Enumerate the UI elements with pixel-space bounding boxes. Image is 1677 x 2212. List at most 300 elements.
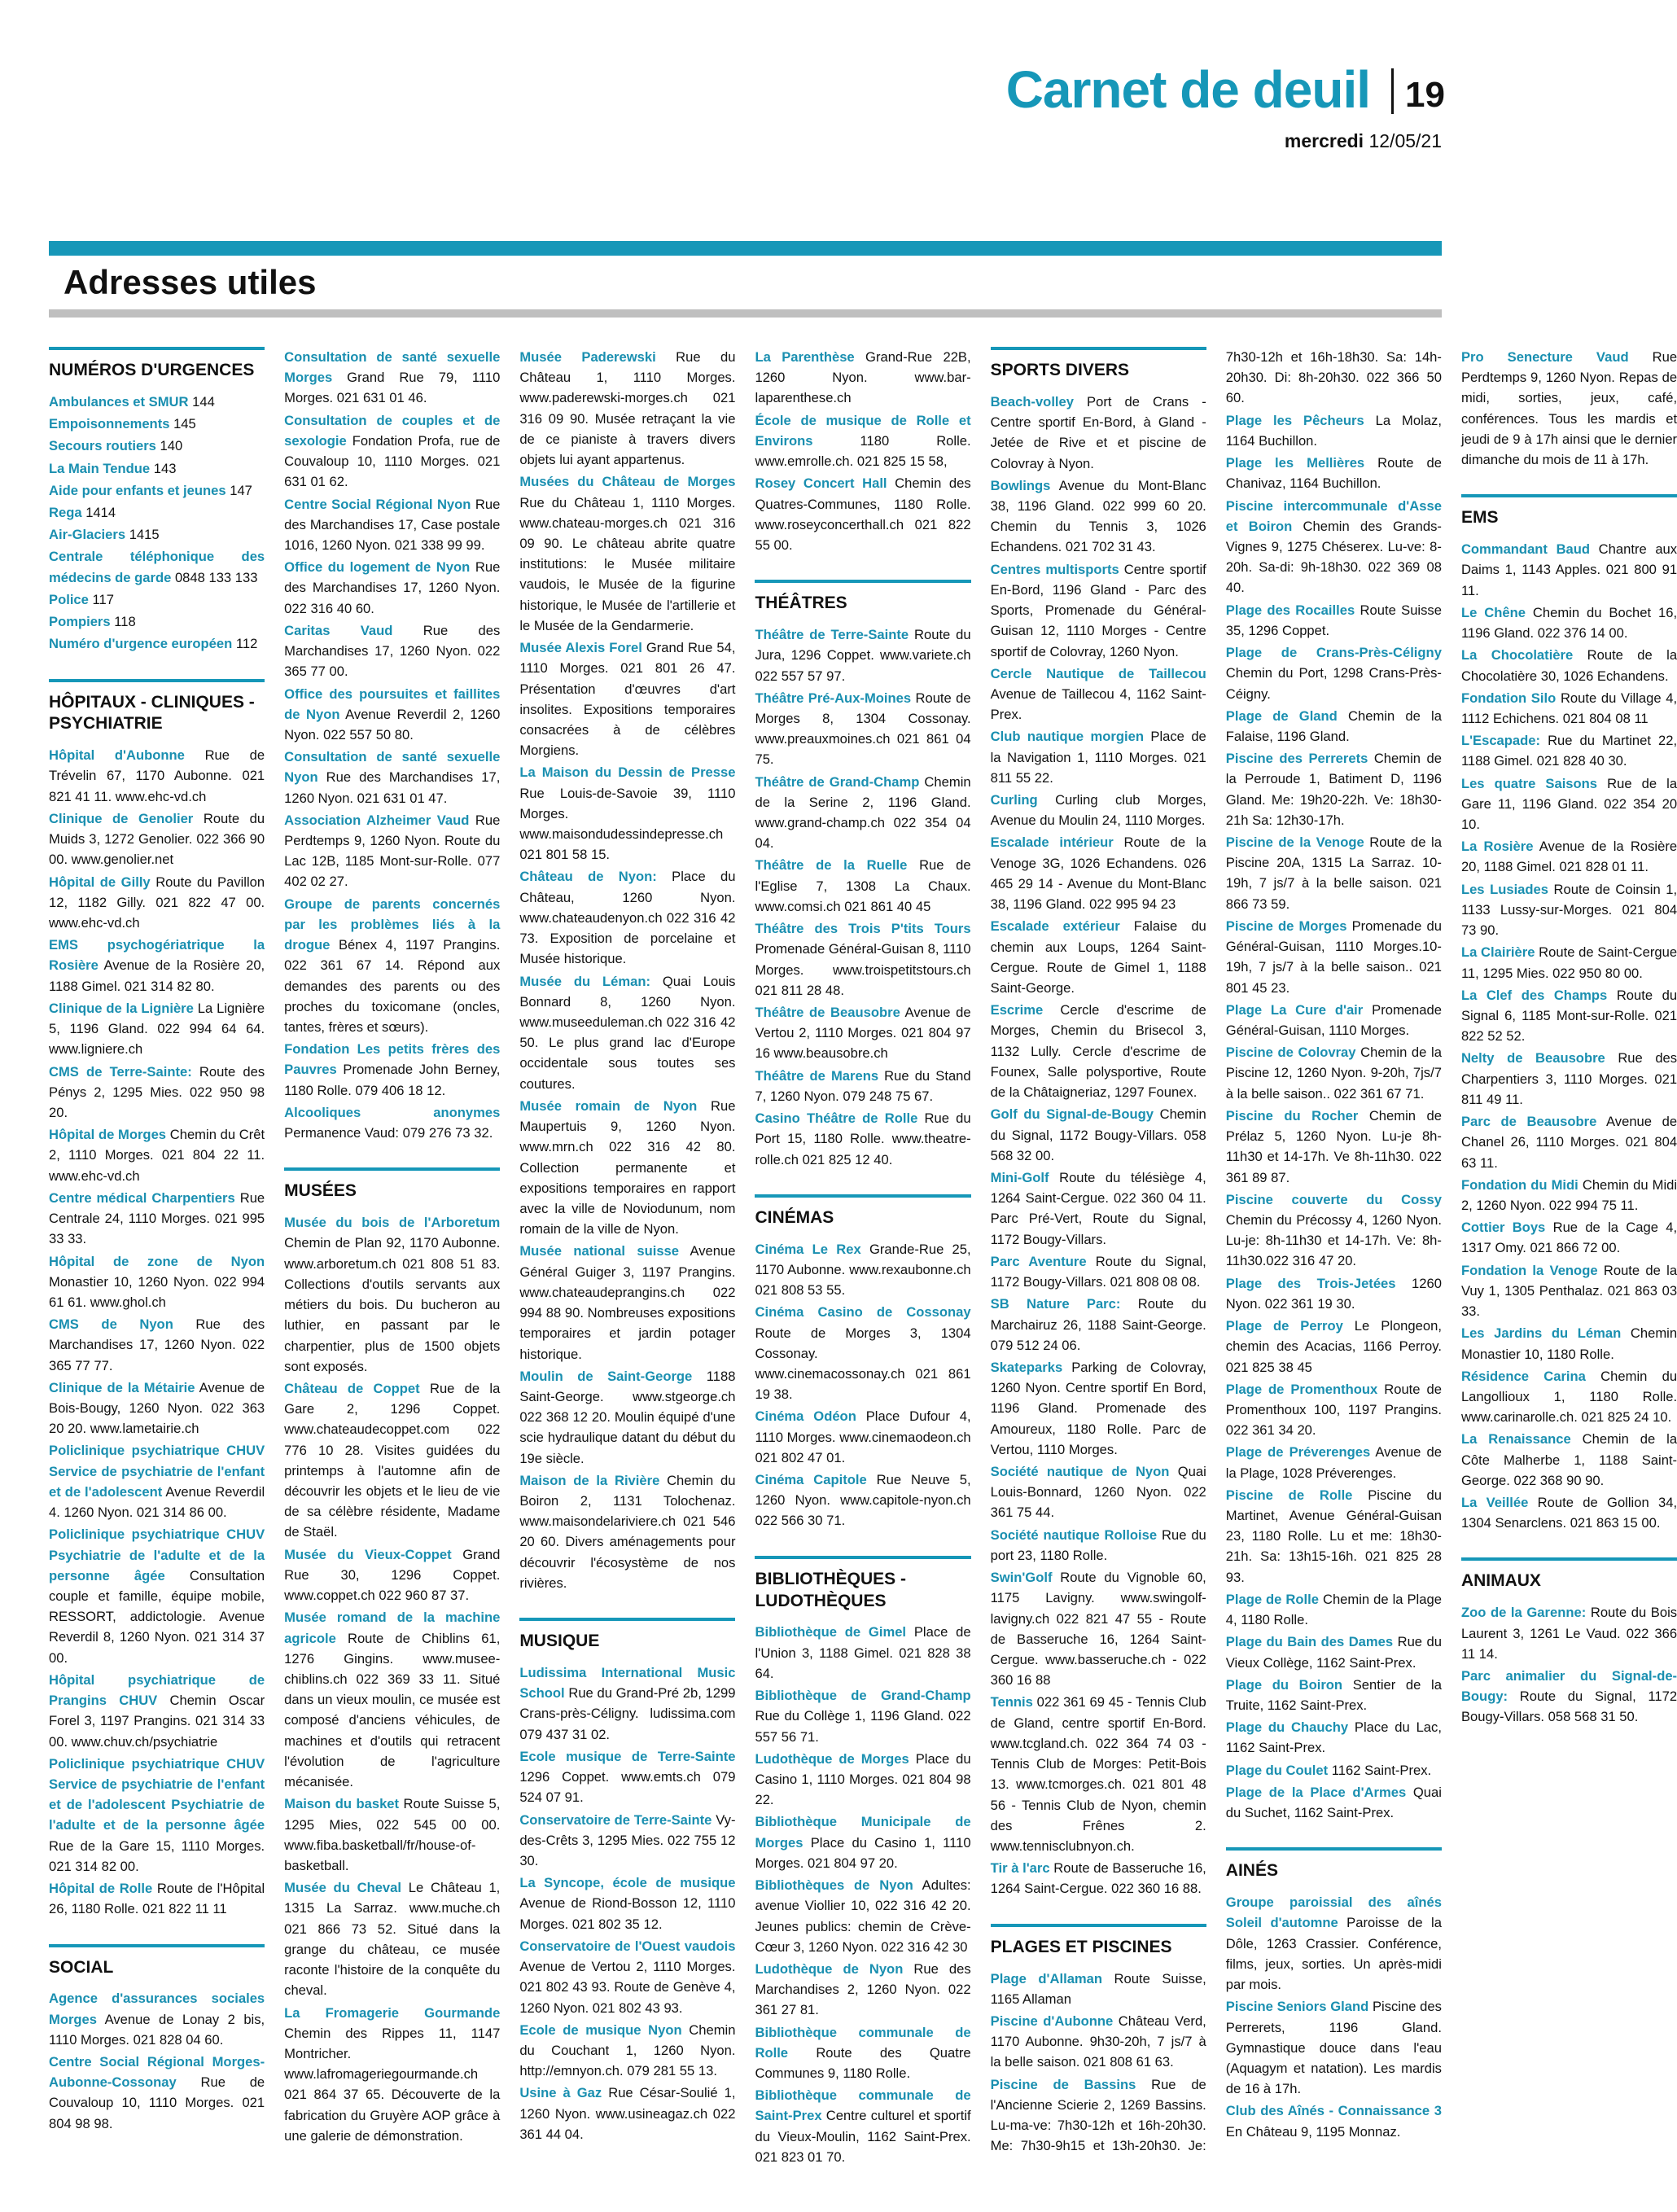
entry-details: Chemin du Crêt 2, 1110 Morges. 021 804 22 11. www.ehc-vd.ch [49,1127,265,1184]
entry-name: Clinique de la Lignière [49,1000,194,1016]
header-divider [1391,68,1394,114]
entry-name: Escalade extérieur [990,918,1120,935]
category-heading: SPORTS DIVERS [991,347,1206,382]
entry-details: La Molaz, 1164 Buchillon. [1225,412,1442,449]
entry-details: Piscine des Perrerets, 1196 Gland. Gymnastique douce dans l'eau (Aquagym et natation). Les mardis de 16 à 17h. [1225,1999,1442,2097]
directory-entry [755,2022,970,2084]
entry-name: Policlinique psychiatrique CHUV Psychiatrie de l'adulte et de la personne âgée [49,1526,265,1583]
entry-name: CMS de Terre-Sainte: [49,1063,192,1080]
entry-name: Maison du basket [284,1796,400,1812]
entry-details: Chantre aux Daims 1, 1143 Apples. 021 800 91 11. [1460,541,1677,598]
entry-details: Rue de Trévelin 67, 1170 Aubonne. 021 821 41 11. www.ehc-vd.ch [49,747,265,804]
entry-details: Rue de la Gare 11, 1196 Gland. 022 354 20 10. [1460,775,1677,833]
directory-entry [49,611,265,632]
entry-details: Avenue de Vertou 2, 1110 Morges. 021 802 43 93. Route de Genève 4, 1260 Nyon. 021 802 43 93. [519,1959,736,2016]
entry-name: Piscine Seniors Gland [1225,1999,1369,2015]
directory-entry [284,410,500,493]
entry-name: Parc animalier du Signal-de-Bougy: [1460,1668,1677,1705]
entry-details: Route de Chanivaz, 1164 Buchillon. [1225,455,1442,492]
directory-entry [755,1811,970,1873]
entry-details: Route des Quatre Communes 9, 1180 Rolle. [755,2044,971,2082]
entry-details: Route de Basseruche 16, 1264 Saint-Cergue. 022 360 16 88. [990,1860,1206,1897]
entry-details: Chemin de la Côte Malherbe 1, 1188 Saint-George. 022 368 90 90. [1460,1431,1677,1488]
banner-bottom-bar [49,309,1442,318]
entry-details: Grand Rue 79, 1110 Morges. 021 631 01 46. [284,370,501,406]
entry-details: Cercle d'escrime de Morges, Chemin du Brisecol 3, 1132 Lully. Cercle d'escrime de Founex, Salle polysportive, Route de la Châtaigneriaz, 1297 Founex. [990,1002,1206,1101]
directory-entry [1226,1189,1442,1272]
entry-details: Bénex 4, 1197 Prangins. 022 361 67 14. Répond aux demandes des parents ou des proches du toxicomane (oncles, tantes, frères et sœurs). [284,937,501,1035]
entry-details: 140 [155,438,183,454]
entry-name: Bibliothèque de Grand-Champ [755,1688,971,1704]
entry-details: Promenade Général-Guisan 8, 1110 Morges. www.troispetitstours.ch 021 811 28 48. [755,941,971,998]
entry-name: Skateparks [990,1359,1063,1375]
entry-details: 1180 Rolle. www.emrolle.ch. 021 825 15 58, [755,432,971,470]
entry-details: Quai Louis-Bonnard, 1260 Nyon. 022 361 75 44. [990,1464,1206,1521]
directory-entry [519,1873,735,1934]
directory-entry [991,790,1206,830]
entry-details: Route du Bois Laurent 3, 1261 Le Vaud. 022 366 11 14. [1460,1605,1677,1662]
entry-details: Avenue du Mont-Blanc 38, 1196 Gland. 022 999 60 20. Chemin du Tennis 3, 1026 Echandens. 021 702 31 43. [990,477,1206,555]
entry-details: Rue Centrale 24, 1110 Morges. 021 995 33 33. [49,1189,265,1247]
directory-entry [1226,916,1442,998]
directory-entry [49,998,265,1060]
directory-entry [1461,942,1677,983]
entry-name: Les quatre Saisons [1460,775,1598,791]
directory-entry [519,1810,735,1872]
directory-entry [1226,600,1442,641]
entry-details: Avenue de Vertou 2, 1110 Morges. 021 804 97 16 www.beausobre.ch [755,1005,971,1062]
entry-details: Avenue de Chanel 26, 1110 Morges. 021 804 63 11. [1460,1114,1677,1171]
directory-entry [284,894,500,1038]
directory-entry [1461,1429,1677,1491]
entry-details: 143 [150,460,177,476]
category-heading: PLAGES ET PISCINES [991,1924,1206,1959]
entry-name: Bibliothèques de Nyon [755,1877,913,1894]
entry-name: Le Chêne [1460,604,1526,620]
directory-entry [991,1000,1206,1102]
directory-entry [1226,1316,1442,1378]
entry-name: Plage du Bain des Dames [1225,1634,1394,1650]
entry-details: Rue de la Gare 2, 1296 Coppet. www.chateaudecoppet.com 022 776 10 28. Visites guidées du printemps à l'automne afin de découvrir les objets et le lieu de vie de sa célèbre résidente, Madame de Staël. [284,1380,501,1540]
entry-name: Club nautique morgien [990,729,1144,745]
entry-name: Théâtre de Grand-Champ [755,773,920,790]
entry-name: Piscine du Rocher [1225,1107,1359,1124]
entry-details: Rue du Martinet 22, 1188 Gimel. 021 828 40 30. [1460,733,1677,769]
entry-name: Théâtre de Marens [755,1067,879,1084]
directory-entry [1461,1492,1677,1533]
entry-name: Piscine de Rolle [1225,1487,1353,1503]
directory-entry [284,1877,500,2000]
directory-entry [1461,1323,1677,1364]
directory-entry [519,1241,735,1364]
entry-details: Grand-Rue 22B, 1260 Nyon. www.bar-laparenthese.ch [755,349,971,406]
directory-entry [49,1754,265,1877]
directory-entry [755,855,970,917]
entry-name: Plage de Gland [1225,707,1338,724]
entry-details: Consultation couple et famille, équipe mobile, RESSORT, addictologie. Avenue Reverdil 8, 1260 Nyon. 021 314 37 00. [49,1567,265,1666]
entry-details: Rue des Marchandises 17, 1260 Nyon. 022 365 77 00. [284,622,501,680]
entry-details: 1162 Saint-Prex. [1328,1762,1432,1778]
entry-details: 0848 133 133 [171,569,258,585]
directory-entry [991,664,1206,725]
entry-details: Place du Lac, 1162 Saint-Prex. [1225,1719,1442,1756]
directory-entry [991,475,1206,558]
entry-details: Route Suisse 35, 1296 Coppet. [1225,602,1442,638]
entry-name: SB Nature Parc: [990,1296,1121,1312]
directory-entry [49,589,265,610]
entry-details: Route de Morges 8, 1304 Cossonay. www.preauxmoines.ch 021 861 04 75. [755,690,971,768]
entry-name: La Clairière [1460,944,1535,961]
entry-name: Centre Social Régional Morges-Aubonne-Cossonay [49,2054,265,2091]
entry-details: Route de Chiblins 61, 1276 Gingins. www.musee-chiblins.ch 022 369 33 11. Situé dans un vieux moulin, ce musée est composé d'anciens véhicules, de machines et d'outils qui retracent l'évolution de l'agriculture mécanisée. [284,1630,501,1790]
entry-name: La Veillée [1460,1495,1529,1511]
directory-entry [755,1685,970,1747]
entry-name: Cinéma Capitole [755,1472,867,1488]
entry-name: Résidence Carina [1460,1368,1586,1384]
entry-name: Parc Aventure [990,1253,1087,1269]
entry-details: Place Dufour 4, 1110 Morges. www.cinemaodeon.ch 021 802 47 01. [755,1408,971,1465]
entry-details: 147 [225,482,252,498]
directory-entry [1461,1260,1677,1322]
entry-details: 1414 [81,504,116,520]
entry-details: Rue Neuve 5, 1260 Nyon. www.capitole-nyon.ch 022 566 30 71. [755,1472,971,1529]
entry-details: Chemin du Précossy 4, 1260 Nyon. Lu-je: 8h-11h30 et 14-17h. Ve: 8h-11h30.022 316 47 20. [1225,1211,1442,1269]
directory-entry [755,624,970,686]
directory-entry [1226,410,1442,451]
entry-name: Bibliothèque Municipale de Morges [755,1814,971,1851]
entry-name: Plage du Chauchy [1225,1719,1349,1736]
entry-details: Rue Maupertuis 9, 1260 Nyon. www.mrn.ch 022 316 42 80. Collection permanente et expositions temporaires en rapport avec la ville de Noviodunum, nom romain de la ville de Nyon. [519,1097,736,1237]
entry-name: Plage de la Place d'Armes [1225,1784,1407,1800]
directory-entry [755,1066,970,1106]
entry-name: Escrime [990,1002,1044,1018]
directory-entry [1461,730,1677,771]
entry-details: Rue de la Cage 4, 1317 Omy. 021 866 72 00. [1460,1220,1677,1256]
directory-entry [1226,1892,1442,1995]
category-entries [49,392,265,655]
directory-entry [49,872,265,934]
entry-details: Chemin du Langollioux 1, 1180 Rolle. www.carinarolle.ch. 021 825 24 10. [1460,1368,1677,1426]
entry-name: Musée du bois de l'Arboretum [284,1215,501,1231]
directory-entry [1461,879,1677,941]
directory-entry [519,471,735,636]
entry-name: Piscine de Morges [1225,918,1347,934]
entry-details: 1415 [125,527,160,543]
category-heading: ANIMAUX [1461,1557,1677,1592]
entry-details: Chemin du Signal, 1172 Bougy-Villars. 058 568 32 00. [990,1106,1206,1163]
directory-entry [284,620,500,682]
entry-details: Falaise du chemin aux Loups, 1264 Saint-Cergue. Route de Gimel 1, 1188 Saint-George. [990,918,1206,996]
directory-entry [519,1936,735,2018]
directory-entry [49,1062,265,1124]
category-heading: AINÉS [1226,1847,1442,1882]
entry-details: 112 [232,636,258,652]
entry-details: Avenue de Bois-Bougy, 1260 Nyon. 022 363 20 20. www.lametairie.ch [49,1379,265,1437]
entry-details: Centre culturel et sportif du Vieux-Moulin, 1162 Saint-Prex. 021 823 01 70. [755,2108,971,2165]
category-heading: HÔPITAUX - CLINIQUES - PSYCHIATRIE [49,679,265,736]
directory-entry [1461,773,1677,835]
directory-entry [755,1470,970,1531]
issue-date-value: 12/05/21 [1368,130,1442,151]
entry-name: Plage des Rocailles [1225,602,1355,618]
directory-entry [49,2052,265,2134]
directory-entry [284,1102,500,1143]
entry-details: Rue du Vieux Collège, 1162 Saint-Prex. [1225,1634,1442,1671]
entry-name: Zoo de la Garenne: [1460,1605,1587,1621]
entry-name: Plage La Cure d'air [1225,1001,1364,1018]
entry-name: La Syncope, école de musique [519,1875,736,1891]
entry-name: Nelty de Beausobre [1460,1050,1605,1067]
directory-entry [284,494,500,556]
directory-entry [991,559,1206,662]
entry-name: Clinique de la Métairie [49,1379,195,1395]
category-heading: CINÉMAS [755,1194,970,1229]
entry-name: Moulin de Saint-George [519,1368,693,1384]
entry-name: Bibliothèque communale de Rolle [755,2024,971,2061]
entry-name: Ludothèque de Morges [755,1750,909,1767]
entry-details: Chemin du Couchant 1, 1260 Nyon. http://emnyon.ch. 079 281 55 13. [519,2021,736,2079]
entry-name: Plage de Rolle [1225,1591,1319,1607]
entry-details: 145 [169,416,196,432]
entry-details: Route du Signal 6, 1185 Mont-sur-Rolle. 021 822 52 52. [1460,987,1677,1045]
entry-name: Police [49,591,89,607]
entry-name: Piscine de Colovray [1225,1045,1356,1061]
directory-entry [755,688,970,770]
category-entries [755,1239,970,1531]
directory-entry [1226,1760,1442,1781]
section-heading: Carnet de deuil [1005,60,1370,119]
entry-name: La Maison du Dessin de Presse [519,764,736,781]
entry-details: Rue des Marchandises 2, 1260 Nyon. 022 361 27 81. [755,1960,971,2018]
directory-entry [991,726,1206,788]
entry-name: Piscine des Perrerets [1225,751,1368,767]
directory-entry [519,2020,735,2082]
entry-name: Ambulances et SMUR [49,393,189,410]
directory-entry [755,473,970,555]
entry-details: Route du Signal, 1172 Bougy-Villars. 021 808 08 08. [990,1253,1206,1290]
entry-name: Numéro d'urgence européen [49,636,233,652]
entry-details: Avenue de la Plage, 1028 Préverenges. [1225,1444,1442,1481]
entry-name: Cinéma Le Rex [755,1241,861,1257]
entry-name: Plage les Pêcheurs [1225,412,1364,428]
entry-name: Hôpital de Morges [49,1127,167,1143]
entry-details: Chemin des Quatres-Communes, 1180 Rolle. www.roseyconcerthall.ch 021 822 55 00. [755,475,971,553]
entry-name: Clinique de Genolier [49,810,194,826]
directory-entry [991,832,1206,914]
entry-name: Ludothèque de Nyon [755,1960,904,1977]
section-banner [49,241,1442,318]
directory-entry [49,414,265,434]
entry-name: Conservatoire de l'Ouest vaudois [519,1938,736,1954]
entry-name: Théâtre de la Ruelle [755,857,908,874]
directory-entry [1461,836,1677,877]
directory-entry [1461,1666,1677,1728]
directory-entry [755,1749,970,1811]
entry-details: Rue du port 23, 1180 Rolle. [990,1526,1206,1563]
entry-name: Centres multisports [990,561,1119,577]
entry-name: Groupe de parents concernés par les problèmes liés à la drogue [284,896,501,953]
entry-details: 144 [188,393,215,410]
directory-entry [755,1108,970,1170]
entry-name: Théâtre des Trois P'tits Tours [755,921,971,937]
directory-entry [991,1167,1206,1250]
entry-details: Chemin de la Piscine 12, 1260 Nyon. 9-20h, 7js/7 à la belle saison.. 022 361 67 71. [1225,1045,1442,1102]
entry-details: Avenue de la Rosière 20, 1188 Gimel. 021 828 01 11. [1460,839,1677,875]
directory-entry [1226,1106,1442,1188]
entry-name: Groupe paroissial des aînés Soleil d'automne [1225,1894,1442,1931]
entry-details: 1260 Nyon. 022 361 19 30. [1225,1275,1442,1312]
entry-name: Les Lusiades [1460,881,1549,897]
entry-details: La Lignière 5, 1196 Gland. 022 994 64 64. www.ligniere.ch [49,1000,265,1058]
entry-name: Beach-volley [990,393,1074,410]
entry-name: Plage de Crans-Près-Céligny [1225,645,1442,661]
entry-details: Le Château 1, 1315 La Sarraz. www.muche.ch 021 866 73 52. Situé dans la grange du château, ce musée raconte l'histoire de la conquête du cheval. [284,1880,501,1999]
entry-details: Route du Signal, 1172 Bougy-Villars. 058 568 31 50. [1460,1689,1677,1725]
directory-entry [755,1622,970,1684]
directory-entry [519,1366,735,1469]
entry-name: Consultation de santé sexuelle Nyon [284,749,501,786]
entry-details: Rue des Marchandises 17, 1260 Nyon. 021 631 01 47. [284,769,501,806]
entry-name: Consultation de couples et de sexologie [284,412,501,449]
directory-entry [49,1378,265,1439]
entry-details: Quai du Suchet, 1162 Saint-Prex. [1225,1784,1442,1821]
directory-entry [991,392,1206,474]
entry-details: Route de la Vuy 1, 1305 Penthalaz. 021 863 03 33. [1460,1262,1677,1320]
directory-entry [1226,1632,1442,1672]
entry-details: Rue du Collège 1, 1196 Gland. 022 557 56 71. [755,1708,971,1745]
entry-details: Route de Promenthoux 100, 1197 Prangins. 022 361 34 20. [1225,1381,1442,1439]
entry-name: Musée Paderewski [519,349,656,365]
entry-name: Caritas Vaud [284,622,393,638]
entry-name: Ludissima International Music School [519,1665,736,1702]
entry-details: Avenue de la Rosière 20, 1188 Gimel. 021 314 82 80. [49,957,265,994]
directory-entry [284,1794,500,1876]
entry-details: Centre sportif En-Bord, 1196 Gland - Parc des Sports, Promenade du Général-Guisan 12, 1110 Morges - Centre sportif de Colovray, 1260 Nyon. [990,561,1206,659]
entry-name: Casino Théâtre de Rolle [755,1110,918,1127]
entry-details: Avenue de Riond-Bosson 12, 1110 Morges. 021 802 35 12. [519,1895,736,1932]
directory-entry [755,1959,970,2021]
entry-details: Route de la Chocolatière 30, 1026 Echandens. [1460,647,1677,684]
entry-name: EMS psychogériatrique la Rosière [49,937,265,974]
directory-entry [1461,1111,1677,1173]
entry-name: Plage de Perroy [1225,1318,1343,1334]
category-entries [1461,1602,1677,1727]
entry-details: 1296 Coppet. www.emts.ch 079 524 07 91. [519,1769,736,1806]
entry-details: Vy-des-Crêts 3, 1295 Mies. 022 755 12 30. [519,1811,736,1868]
directory-entry [49,1524,265,1668]
entry-details: Place du Casino 1, 1110 Morges. 021 804 98 22. [755,1750,971,1808]
entry-details: Rue des Marchandises 17, 1260 Nyon. 022 316 40 60. [284,559,501,616]
entry-details: En Château 9, 1195 Monnaz. [1225,2123,1401,2140]
directory-entry [284,2003,500,2147]
directory-entry [284,557,500,619]
directory-entry [991,1461,1206,1523]
entry-details: Route du Jura, 1296 Coppet. www.variete.ch 022 557 57 97. [755,627,971,684]
category-entries [991,392,1206,1899]
entry-details: Place de la Navigation 1, 1110 Morges. 021 811 55 22. [990,729,1206,786]
directory-entry [1226,706,1442,747]
directory-entry [519,1662,735,1745]
entry-details: Route de Gollion 34, 1304 Senarclens. 021 863 15 00. [1460,1495,1677,1531]
entry-name: Musée du Vieux-Coppet [284,1546,452,1562]
entry-name: La Rosière [1460,839,1534,855]
entry-details: Rue du Grand-Pré 2b, 1299 Crans-près-Céligny. ludissima.com 079 437 31 02. [519,1685,736,1742]
directory-entry [991,1294,1206,1356]
directory-entry [755,347,970,409]
directory-entry [991,1692,1206,1856]
entry-name: CMS de Nyon [49,1316,173,1333]
entry-details: Paroisse de la Dôle, 1263 Crassier. Conférence, films, jeux, sorties. Un après-midi par mois. [1225,1915,1442,1993]
entry-details: Chemin du Bochet 16, 1196 Gland. 022 376 14 00. [1460,604,1677,642]
entry-name: Parc de Beausobre [1460,1114,1597,1130]
category-heading: MUSIQUE [519,1618,735,1653]
entry-name: Office des poursuites et faillites de Nyon [284,686,501,722]
entry-details: Avenue Reverdil 2, 1260 Nyon. 022 557 50 80. [284,706,501,742]
entry-details: Route de la Piscine 20A, 1315 La Sarraz. 10-19h, 7 js/7 à la belle saison. 021 866 73 59. [1225,834,1442,912]
entry-name: Hôpital de Gilly [49,874,151,890]
entry-details: 022 361 69 45 - Tennis Club de Gland, centre sportif En-Bord. www.tcgland.ch. 022 364 74 03 - Tennis Club de Morges: Petit-Bois 13. www.tcmorges.ch. 021 801 48 56 - Tennis Club de Nyon, chemin des Frênes 2. www.tennisclubnyon.ch. [990,1694,1206,1854]
entry-name: Musée Alexis Forel [519,640,642,656]
entry-name: Musée romand de la machine agricole [284,1610,501,1646]
directory-entry [755,772,970,854]
entry-details: Chemin de Plan 92, 1170 Aubonne. www.arboretum.ch 021 808 51 83. Collections d'outils servants aux métiers du bois. Du bucheron au luthier, en passant par le charpentier, plus de 1500 objets sont exposés. [284,1235,501,1374]
entry-details: Rue des Marchandises 17, Case postale 1016, 1260 Nyon. 021 338 99 99. [284,496,501,553]
entry-name: Plage de Préverenges [1225,1444,1371,1461]
entry-name: Château de Nyon: [519,869,657,885]
entry-name: Policlinique psychiatrique CHUV Service de psychiatrie de l'enfant et de l'adolescent Psychiatrie de l'adulte et de la personne âgée [49,1755,265,1833]
entry-details: Route du Muids 3, 1272 Genolier. 022 366 90 00. www.genolier.net [49,810,265,868]
entry-name: Agence d'assurances sociales Morges [49,1991,265,2027]
directory-entry [284,684,500,746]
entry-details: Route des Pénys 2, 1295 Mies. 022 950 98 20. [49,1063,265,1120]
directory-columns [49,347,1677,2170]
directory-entry [1226,1000,1442,1040]
directory-entry [1461,645,1677,686]
entry-name: Policlinique psychiatrique CHUV Service de psychiatrie de l'enfant et de l'adolescent [49,1443,265,1500]
entry-name: Piscine de Bassins [990,2076,1136,2092]
directory-entry [991,1858,1206,1899]
directory-entry [284,1039,500,1101]
entry-details: Route du Pavillon 12, 1182 Gilly. 021 822 47 00. www.ehc-vd.ch [49,874,265,931]
entry-name: La Renaissance [1460,1431,1571,1448]
category-heading: SOCIAL [49,1944,265,1979]
entry-details: Chemin des Rippes 11, 1147 Montricher. www.lafromageriegourmande.ch 021 864 37 65. Découverte de la fabrication du Gruyère AOP grâce à une galerie de démonstration. [284,2025,501,2144]
entry-name: Fondation du Midi [1460,1176,1578,1193]
entry-name: Piscine de la Venoge [1225,834,1364,851]
entry-details: Chemin Oscar Forel 3, 1197 Prangins. 021 314 33 00. www.chuv.ch/psychiatrie [49,1693,265,1750]
directory-entry [1461,347,1677,470]
issue-day: mercredi [1284,130,1364,151]
entry-details: Route de l'Hôpital 26, 1180 Rolle. 021 822 11 11 [49,1881,265,1917]
entry-name: Théâtre de Terre-Sainte [755,627,909,643]
directory-entry [755,1875,970,1957]
entry-name: Aide pour enfants et jeunes [49,482,226,498]
entry-details: Rue des Charpentiers 3, 1110 Morges. 021 811 49 11. [1460,1050,1677,1107]
entry-details: Fondation Profa, rue de Couvaloup 10, 1110 Morges. 021 631 01 62. [284,432,501,490]
directory-entry [49,1878,265,1919]
directory-entry [1226,453,1442,493]
entry-name: Conservatoire de Terre-Sainte [519,1811,712,1828]
entry-name: Hôpital de zone de Nyon [49,1253,265,1269]
directory-entry [1461,1048,1677,1110]
directory-entry [49,546,265,587]
entry-name: Consultation de santé sexuelle Morges [284,349,501,386]
directory-entry [519,1746,735,1808]
entry-details: Chemin de la Serine 2, 1196 Gland. www.grand-champ.ch 022 354 04 04. [755,773,971,852]
entry-name: Musée national suisse [519,1243,680,1259]
directory-entry [1226,1782,1442,1823]
directory-entry [755,1406,970,1468]
